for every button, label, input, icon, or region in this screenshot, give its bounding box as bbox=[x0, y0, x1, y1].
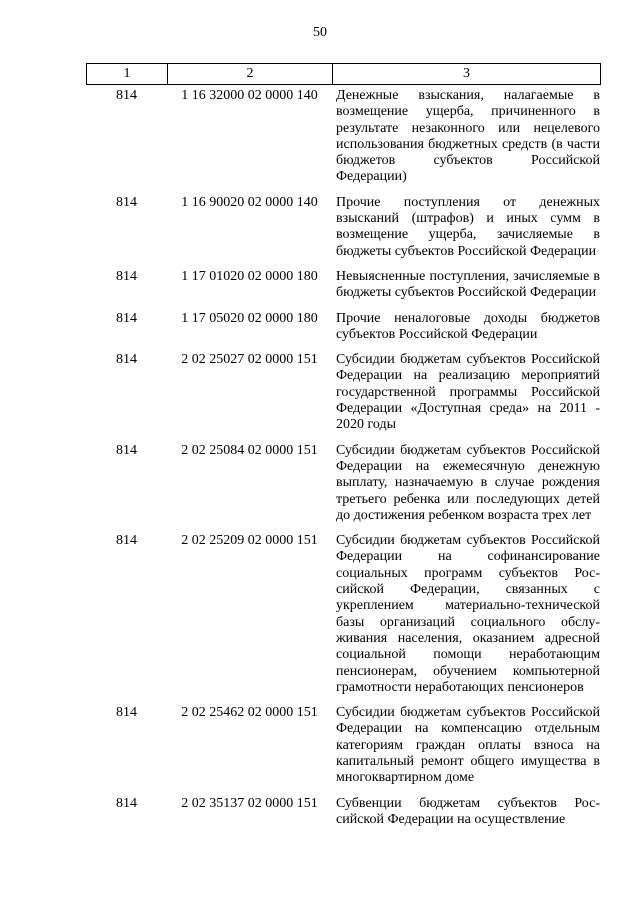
table-row bbox=[86, 195, 601, 260]
budget-code-cell: 1 16 32000 02 0000 140 bbox=[181, 88, 318, 103]
budget-code-cell: 1 17 01020 02 0000 180 bbox=[181, 268, 318, 284]
income-name-cell: Субсидии бюджетам субъектов Российской Федерации на компенсацию отдельным категориям граждан оплаты взноса на капитальный ремонт общего имущества в многоквартирном доме bbox=[336, 705, 600, 786]
income-name-cell: Субсидии бюджетам субъектов Российской Федерации на софинансирование социальных программ субъектов Российской Федерации, связанных с укреплением материально-технической базы организаций социального обслуживания населения, оказанием адресной социальной помощи неработающим пенсионерам, обучением компьютерной грамотности неработающих пенсионеров bbox=[336, 533, 600, 695]
budget-code-cell: 1 16 90020 02 0000 140 bbox=[181, 194, 318, 210]
budget-code-cell: 1 17 05020 02 0000 180 bbox=[181, 310, 318, 326]
table-row bbox=[86, 443, 601, 524]
header-cell-1: 1 bbox=[87, 64, 168, 84]
table-row bbox=[86, 533, 601, 696]
table-row bbox=[86, 269, 601, 302]
budget-code-cell: 2 02 25084 02 0000 151 bbox=[181, 442, 318, 458]
budget-code-cell: 2 02 25027 02 0000 151 bbox=[181, 352, 318, 368]
admin-code-cell: 814 bbox=[116, 352, 137, 368]
admin-code-cell: 814 bbox=[116, 705, 137, 721]
header-cell-3: 3 bbox=[463, 66, 470, 81]
income-name-cell: Субсидии бюджетам субъектов Российской Федерации на ежемесячную денежную выплату, назначаемую в случае рождения третьего ребенка или последующих детей до достижения ребенком возраста трех лет bbox=[336, 442, 600, 523]
income-name-cell: Прочие поступления от денежных взысканий (штрафов) и иных сумм в возмещение ущерба, зачисляемые в бюджеты субъектов Российской Федерации bbox=[336, 194, 600, 259]
admin-code-cell: 814 bbox=[116, 268, 137, 284]
budget-code-cell: 2 02 25209 02 0000 151 bbox=[181, 533, 318, 549]
income-name-cell: Невыясненные поступления, зачисляемые в бюджеты субъектов Российской Федерации bbox=[336, 268, 600, 301]
table-row bbox=[86, 311, 601, 344]
budget-code-cell: 2 02 25462 02 0000 151 bbox=[181, 705, 318, 721]
table-row bbox=[86, 352, 601, 433]
table-body bbox=[86, 85, 601, 900]
income-name-cell: Прочие неналоговые доходы бюджетов субъектов Российской Федерации bbox=[336, 310, 600, 342]
budget-code-cell: 2 02 35137 02 0000 151 bbox=[181, 795, 318, 811]
admin-code-cell: 814 bbox=[116, 194, 137, 210]
admin-code-cell: 814 bbox=[116, 310, 137, 326]
header-cell-2: 2 bbox=[168, 64, 333, 84]
admin-code-cell: 814 bbox=[116, 442, 137, 458]
admin-code-cell: 814 bbox=[116, 795, 137, 811]
table-header bbox=[86, 63, 601, 85]
income-name-cell: Субсидии бюджетам субъектов Российской Федерации на реализацию мероприятий государственной программы Российской Федерации «Доступная среда» на 2011 - 2020 годы bbox=[336, 352, 600, 433]
page-number: 50 bbox=[313, 25, 327, 40]
table-row bbox=[86, 88, 601, 186]
income-name-cell: Денежные взыскания, налагаемые в возмещение ущерба, причиненного в результате незаконного или нецелевого использования бюджетных средств (в части бюджетов субъектов Российской Федерации) bbox=[336, 88, 600, 185]
table-row bbox=[86, 796, 601, 829]
table-row bbox=[86, 705, 601, 786]
admin-code-cell: 814 bbox=[116, 88, 137, 103]
admin-code-cell: 814 bbox=[116, 533, 137, 549]
income-name-cell: Субвенции бюджетам субъектов Российской Федерации на осуществление bbox=[336, 795, 600, 827]
